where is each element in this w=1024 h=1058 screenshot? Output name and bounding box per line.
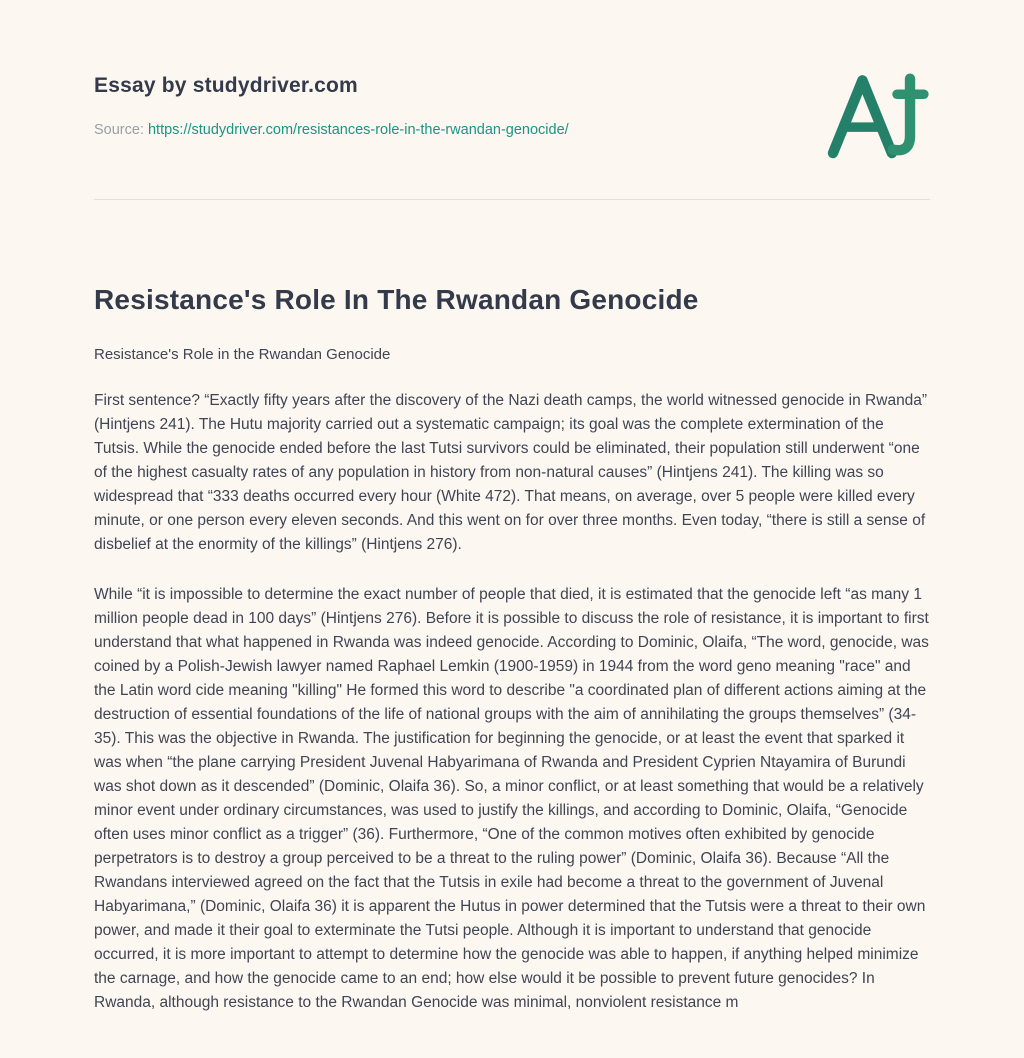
source-url-link[interactable]: https://studydriver.com/resistances-role-in-the-rwandan-genocide/ [147, 122, 569, 138]
essay-paragraph-2: While “it is impossible to determine the exact number of people that died, it is estimated that the genocide left “as many 1 million people dead in 100 days” (Hintjens 276). Before it is possible to discuss the role of resistance, it is important to first understand that what happened in Rwanda was indeed genocide. According to Dominic, Olaifa, “The word, genocide, was coined by a Polish-Jewish lawyer named Raphael Lemkin (1900-1959) in 1944 from the word geno meaning "race" and the Latin word cide meaning "killing" He formed this word to describe "a coordinated plan of different actions aiming at the destruction of essential foundations of the life of national groups with the aim of annihilating the groups themselves” (34-35). This was the objective in Rwanda. The justification for beginning the genocide, or at least the event that sparked it was when “the plane carrying President Juvenal Habyarimana of Rwanda and President Cyprien Ntayamira of Burundi was shot down as it descended” (Dominic, Olaifa 36). So, a minor conflict, or at least something that would be a relatively minor event under ordinary circumstances, was used to justify the killings, and according to Dominic, Olaifa, “Genocide often uses minor conflict as a trigger” (36). Furthermore, “One of the common motives often exhibited by genocide perpetrators is to destroy a group perceived to be a threat to the ruling power” (Dominic, Olaifa 36). Because “All the Rwandans interviewed agreed on the fact that the Tutsis in exile had become a threat to the government of Juvenal Habyarimana,” (Dominic, Olaifa 36) it is apparent the Hutus in power determined that the Tutsis were a threat to their own power, and made it their goal to exterminate the Tutsi people. Although it is important to understand that genocide occurred, it is more important to attempt to determine how the genocide was able to happen, if anything helped minimize the carnage, and how the genocide came to an end; how else would it be possible to prevent future genocides? In Rwanda, although resistance to the Rwandan Genocide was minimal, nonviolent resistance m [94, 586, 929, 1011]
essay-title: Resistance's Role In The Rwandan Genocide [94, 284, 699, 315]
header-divider [94, 199, 930, 200]
brand-title: Essay by studydriver.com [94, 74, 358, 97]
essay-content [94, 284, 930, 1015]
page-header [94, 0, 930, 165]
studydriver-logo [826, 70, 930, 165]
essay-paragraph-1: First sentence? “Exactly fifty years after the discovery of the Nazi death camps, the world witnessed genocide in Rwanda” (Hintjens 241). The Hutu majority carried out a systematic campaign; its goal was the complete extermination of the Tutsis. While the genocide ended before the last Tutsi survivors could be eliminated, their population still underwent “one of the highest casualty rates of any population in history from non-natural causes” (Hintjens 241). The killing was so widespread that “333 deaths occurred every hour (White 472). That means, on average, over 5 people were killed every minute, or one person every eleven seconds. And this went on for over three months. Even today, “there is still a sense of disbelief at the enormity of the killings” (Hintjens 276). [94, 392, 928, 553]
source-label: Source: [94, 122, 144, 138]
header-text-block [94, 74, 569, 138]
essay-subtitle: Resistance's Role in the Rwandan Genocide [94, 346, 391, 363]
a-plus-logo-icon [826, 70, 930, 160]
source-line [94, 122, 569, 138]
